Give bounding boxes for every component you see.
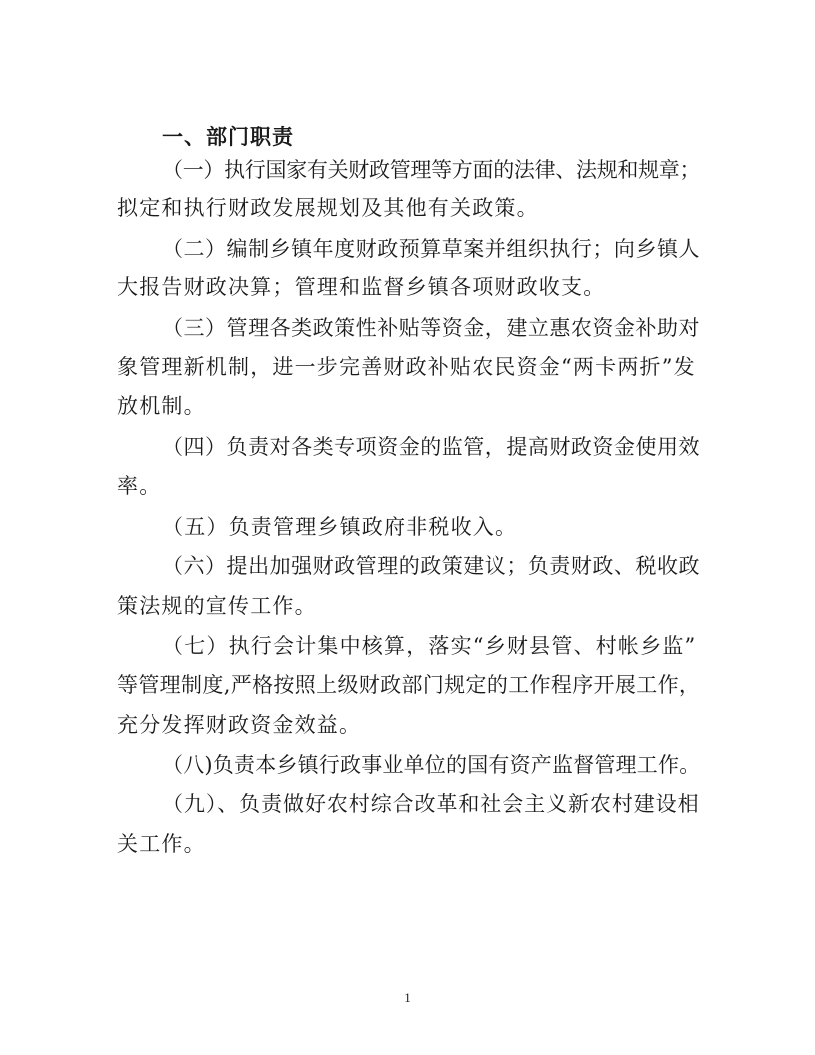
duty-9-line-1: （九）、负责做好农村综合改革和社会主义新农村建设相: [162, 792, 700, 816]
duty-1-line-2: 拟定和执行财政发展规划及其他有关政策。: [117, 196, 539, 220]
duty-3-line-3: 放机制。: [117, 394, 206, 418]
duty-7-line-2: 等管理制度,严格按照上级财政部门规定的工作程序开展工作，: [117, 673, 701, 697]
duty-1-line-1: （一）执行国家有关财政管理等方面的法律、法规和规章；: [162, 158, 701, 182]
duty-5-line-1: （五）负责管理乡镇政府非税收入。: [162, 515, 518, 539]
duty-3-line-2: 象管理新机制，进一步完善财政补贴农民资金“两卡两折”发: [117, 355, 696, 379]
section-heading: 一、部门职责: [162, 124, 294, 149]
duty-2-line-2: 大报告财政决算；管理和监督乡镇各项财政收支。: [117, 275, 606, 299]
duty-3-line-1: （三）管理各类政策性补贴等资金，建立惠农资金补助对: [162, 316, 700, 340]
duty-7-line-1: （七）执行会计集中核算，落实“乡财县管、村帐乡监”: [162, 634, 697, 658]
duty-4-line-2: 率。: [117, 474, 162, 498]
duty-6-line-2: 策法规的宣传工作。: [117, 594, 317, 618]
page-number: 1: [404, 990, 411, 1005]
duty-9-line-2: 关工作。: [117, 832, 206, 856]
duty-2-line-1: （二）编制乡镇年度财政预算草案并组织执行；向乡镇人: [162, 237, 700, 261]
duty-6-line-1: （六）提出加强财政管理的政策建议；负责财政、税收政: [162, 554, 700, 578]
duty-4-line-1: （四）负责对各类专项资金的监管，提高财政资金使用效: [162, 435, 700, 459]
duty-7-line-3: 充分发挥财政资金效益。: [117, 713, 362, 737]
duty-8-line-1: （八)负责本乡镇行政事业单位的国有资产监督管理工作。: [162, 753, 701, 777]
